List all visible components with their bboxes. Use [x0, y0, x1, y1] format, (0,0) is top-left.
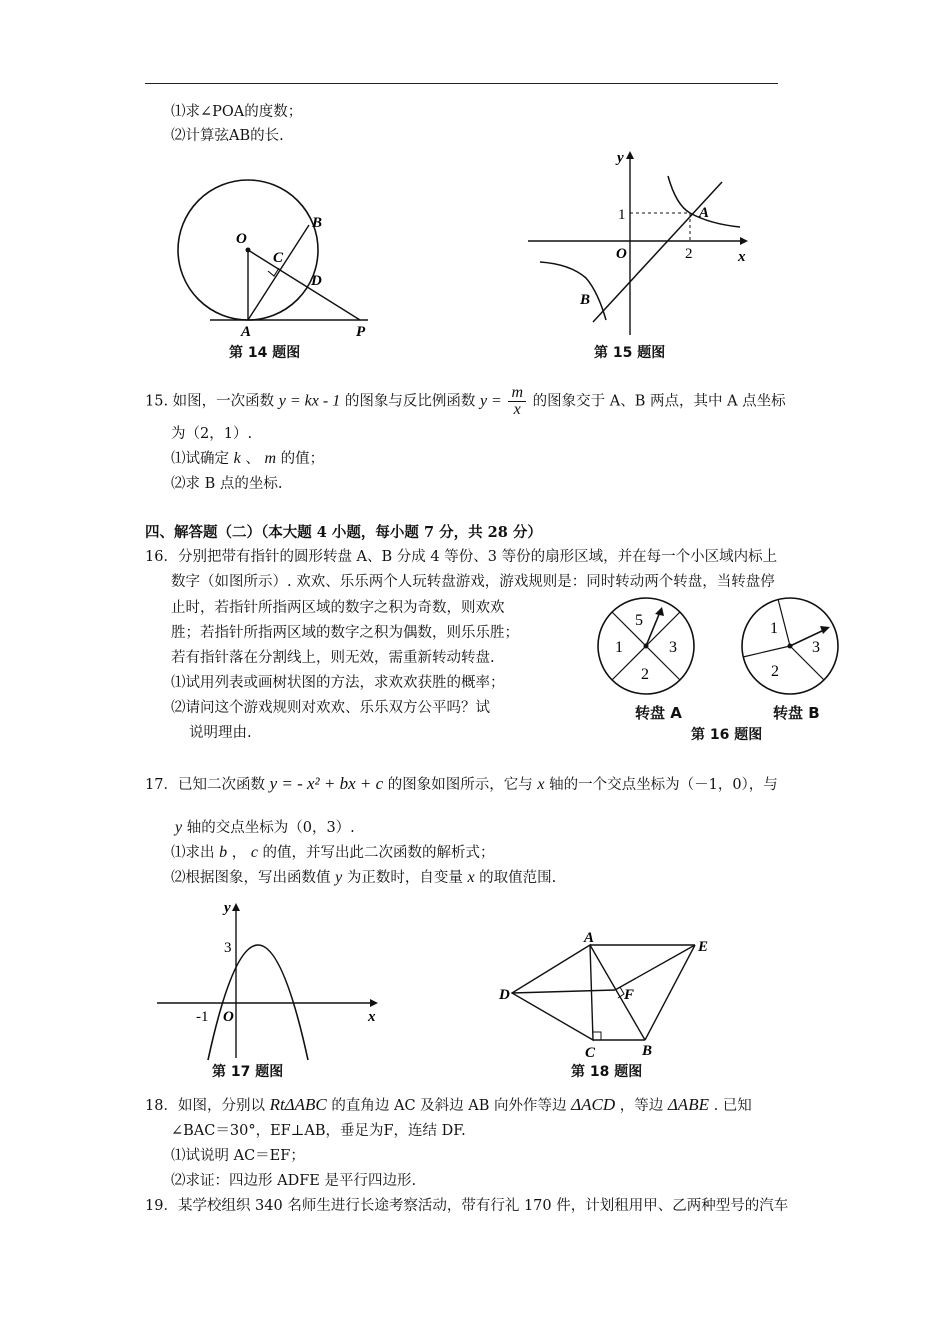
section4-heading: 四、解答题（二）（本大题 4 小题，每小题 7 分，共 28 分）	[145, 524, 542, 541]
fig17-label-3: 3	[224, 940, 232, 956]
fig14-label-O: O	[236, 231, 247, 247]
fig15-line	[593, 182, 722, 322]
q17-sub1-sep: ，	[231, 845, 247, 861]
wheelA-n5: 5	[635, 612, 643, 629]
fig18-label-F: F	[624, 987, 635, 1003]
q15-caption: 第 15 题图	[594, 345, 666, 361]
wheelA-n3: 3	[669, 639, 677, 656]
fig15-label-x: x	[738, 249, 746, 265]
wheelB-divider-2	[743, 646, 790, 657]
q15-frac-num: m	[508, 385, 526, 402]
wheelB-n2: 2	[771, 663, 779, 680]
q17-sub1	[171, 843, 495, 863]
q17-sub2-c: 的取值范围.	[479, 870, 557, 886]
q17-line1	[145, 774, 778, 795]
fig18-label-B: B	[642, 1043, 653, 1059]
q15-sub1-a: ⑴试确定	[171, 451, 229, 467]
figure-15	[520, 145, 760, 340]
q17-sub1-a: ⑴求出	[171, 845, 215, 861]
fig17-y-arrow	[232, 903, 240, 911]
wheelB-label: 转盘 B	[773, 704, 820, 722]
fig14-center-dot	[246, 248, 251, 253]
fig14-label-D: D	[311, 273, 322, 289]
fig18-label-C: C	[585, 1045, 596, 1061]
wheelA-pointer	[646, 612, 660, 646]
q17-sub1-rest: 的值，并写出此二次函数的解析式；	[262, 845, 495, 861]
wheelB-pointer-head	[820, 626, 830, 634]
fig15-x-arrow	[740, 237, 748, 245]
fig14-label-P: P	[356, 324, 366, 340]
fig18-label-D: D	[499, 987, 510, 1003]
q15-line1-b: 的图象与反比例函数	[344, 393, 476, 410]
fig17-label-neg1: -1	[196, 1009, 209, 1025]
q14-sub2: ⑵计算弦AB的长.	[171, 128, 284, 144]
wheelB-n1: 1	[770, 620, 778, 637]
q18-line1	[145, 1095, 752, 1116]
fig14-chord-AB	[248, 225, 309, 320]
q15-sub1	[171, 449, 324, 469]
fig18-label-A: A	[584, 930, 595, 946]
fig18-AB	[590, 945, 645, 1040]
fig17-label-x: x	[368, 1009, 376, 1025]
q16-line2: 数字（如图所示）. 欢欢、乐乐两个人玩转盘游戏，游戏规则是：同时转动两个转盘，当转盘停	[171, 574, 775, 590]
fig15-label-y: y	[617, 150, 624, 166]
q15-line1	[145, 385, 786, 418]
wheelA-label: 转盘 A	[635, 704, 682, 722]
q18-tri1: RtΔABC	[269, 1095, 327, 1114]
q17-sub2-a: ⑵根据图象，写出函数值	[171, 870, 331, 886]
q17-sub2-x: x	[467, 869, 475, 886]
figure-17	[150, 895, 385, 1065]
q18-caption: 第 18 题图	[571, 1064, 643, 1080]
fig14-label-C: C	[273, 250, 284, 266]
q17-sub1-b: b	[219, 844, 228, 861]
fig17-x-arrow	[370, 999, 378, 1007]
wheelB-divider-1	[778, 599, 790, 646]
q17-sub2-b: 为正数时，自变量	[346, 870, 463, 886]
q16-line1: 16．分别把带有指针的圆形转盘 A、B 分成 4 等份、3 等份的扇形区域，并在每一个小区域内标上	[145, 549, 778, 565]
header-rule	[145, 83, 778, 84]
wheelA-n1: 1	[615, 639, 623, 656]
wheelB-n3: 3	[812, 639, 820, 656]
q16-line3: 止时，若指针所指两区域的数字之积为奇数，则欢欢	[171, 600, 505, 616]
q17-caption: 第 17 题图	[212, 1064, 284, 1080]
q16-line6: ⑴试用列表或画树状图的方法，求欢欢获胜的概率；	[171, 675, 505, 691]
q16-caption: 第 16 题图	[691, 727, 763, 743]
fig17-label-origin: O	[223, 1009, 234, 1025]
q17-line2-y: y	[175, 819, 183, 836]
fig18-label-E: E	[698, 939, 709, 955]
q18-tri2: ΔACD	[571, 1095, 616, 1114]
q15-sub1-k: k	[233, 450, 241, 467]
figure-18	[495, 925, 720, 1065]
q16-line4: 胜；若指针所指两区域的数字之积为偶数，则乐乐胜；	[171, 625, 519, 641]
fig15-label-origin: O	[616, 246, 627, 262]
q17-line1-c: 轴的一个交点坐标为（－1，0），与	[549, 777, 778, 793]
q18-sub2: ⑵求证：四边形 ADFE 是平行四边形.	[171, 1173, 417, 1189]
q18-line1-a: 18．如图，分别以	[145, 1098, 265, 1114]
q15-fraction	[508, 385, 526, 418]
q16-line5: 若有指针落在分割线上，则无效，需重新转动转盘.	[171, 650, 495, 666]
fig18-DF	[512, 990, 615, 993]
q15-line1-c: 的图象交于 A、B 两点，其中 A 点坐标	[532, 393, 786, 410]
q18-line2: ∠BAC＝30°，EF⊥AB，垂足为F，连结 DF.	[171, 1123, 466, 1139]
fig15-label-2: 2	[685, 246, 693, 262]
fig15-label-A: A	[699, 205, 710, 221]
wheelA-hub	[644, 644, 649, 649]
fig15-y-arrow	[626, 151, 634, 159]
q17-line1-b: 的图象如图所示，它与	[387, 777, 533, 793]
q15-sub1-b: 的值；	[280, 451, 325, 467]
wheelA-n2: 2	[641, 666, 649, 683]
q15-frac-den: x	[513, 401, 521, 418]
q17-sub2-y: y	[335, 869, 343, 886]
wheelA-pointer-head	[655, 607, 664, 616]
q17-sub2	[171, 868, 556, 888]
q16-line8: 说明理由.	[189, 725, 252, 741]
fig15-label-B: B	[580, 292, 591, 308]
q18-line1-d: . 已知	[713, 1098, 752, 1114]
q17-line1-x: x	[537, 776, 545, 793]
q17-line1-a: 17．已知二次函数	[145, 777, 265, 793]
fig14-OP	[248, 250, 360, 320]
fig18-right-angle-C	[593, 1032, 601, 1040]
fig15-hyperbola-q3	[540, 262, 606, 320]
fig15-label-1: 1	[618, 207, 626, 223]
q18-line1-c: ，等边	[619, 1098, 664, 1114]
q16-line7: ⑵请问这个游戏规则对欢欢、乐乐双方公平吗？试	[171, 700, 490, 716]
fig17-label-y: y	[224, 900, 231, 916]
q15-formula1: y = kx - 1	[278, 392, 341, 410]
q15-line1-a: 15. 如图，一次函数	[145, 393, 275, 410]
q17-sub1-c: c	[250, 844, 258, 861]
figure-14	[150, 170, 410, 340]
q15-sub1-sep: 、	[245, 451, 260, 467]
q14-caption: 第 14 题图	[229, 345, 301, 361]
q15-sub1-m: m	[264, 450, 276, 467]
q18-tri3: ΔABE	[667, 1095, 709, 1114]
q15-sub2: ⑵求 B 点的坐标.	[171, 476, 283, 492]
wheelB-hub	[788, 644, 793, 649]
q14-sub1: ⑴求∠POA的度数；	[171, 104, 303, 120]
q15-formula2-lhs: y =	[479, 392, 502, 410]
q18-sub1: ⑴试说明 AC＝EF；	[171, 1148, 305, 1164]
q17-formula: y = - x² + bx + c	[269, 774, 384, 793]
q17-line2-text: 轴的交点坐标为（0，3）.	[186, 820, 355, 836]
q15-line2: 为（2，1）.	[171, 426, 253, 442]
q19-line1: 19．某学校组织 340 名师生进行长途考察活动，带有行礼 170 件，计划租用甲、乙两种型号的汽车	[145, 1198, 789, 1214]
q17-line2	[175, 818, 355, 838]
q18-line1-b: 的直角边 AC 及斜边 AB 向外作等边	[331, 1098, 567, 1114]
fig14-label-A: A	[241, 324, 252, 340]
fig14-label-B: B	[312, 215, 323, 231]
